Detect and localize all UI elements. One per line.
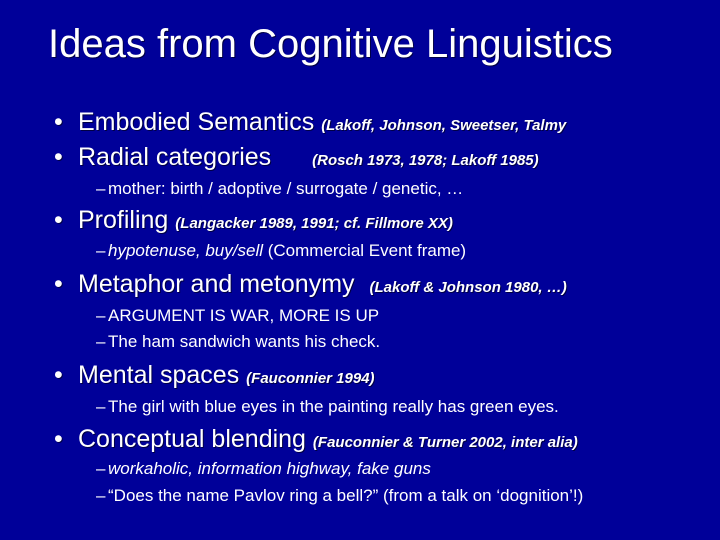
bullet-dot: •	[54, 361, 63, 389]
sub-bullet-text: mother: birth / adoptive / surrogate / genetic, …	[108, 179, 464, 198]
sub-bullet-text: The ham sandwich wants his check.	[108, 332, 381, 351]
sub-dash: –	[96, 459, 106, 478]
sub-dash: –	[96, 332, 106, 351]
sub-bullet-text: (Commercial Event frame)	[263, 241, 467, 260]
bullet-dot: •	[54, 425, 63, 453]
bullet-dot: •	[54, 143, 63, 171]
sub-bullet-italic: workaholic, information highway, fake guns	[108, 459, 431, 478]
citation: (Fauconnier 1994)	[246, 370, 375, 387]
citation: (Fauconnier & Turner 2002, inter alia)	[312, 434, 578, 451]
sub-bullet-italic: hypotenuse, buy/sell	[108, 241, 263, 260]
sub-dash: –	[96, 179, 106, 198]
bullet-label: Profiling	[78, 206, 169, 234]
bullet-dot: •	[54, 108, 63, 136]
sub-dash: –	[96, 241, 106, 260]
citation: (Langacker 1989, 1991; cf. Fillmore XX)	[175, 215, 453, 232]
sub-dash: –	[96, 306, 106, 325]
sub-dash: –	[96, 486, 106, 505]
bullet-label: Radial categories	[78, 143, 272, 171]
bullet-label: Conceptual blending	[78, 425, 306, 453]
sub-bullet-text: “Does the name Pavlov ring a bell?” (from a talk on ‘dognition’!)	[108, 486, 584, 505]
citation: (Lakoff, Johnson, Sweetser, Talmy	[321, 117, 567, 134]
bullet-label: Mental spaces	[78, 361, 240, 389]
bullet-dot: •	[54, 206, 63, 234]
sub-dash: –	[96, 397, 106, 416]
citation: (Rosch 1973, 1978; Lakoff 1985)	[312, 152, 539, 169]
bullet-dot: •	[54, 270, 63, 298]
citation: (Lakoff & Johnson 1980, …)	[369, 279, 567, 296]
sub-bullet-text: The girl with blue eyes in the painting really has green eyes.	[108, 397, 559, 416]
bullet-label: Metaphor and metonymy	[78, 270, 355, 298]
sub-bullet-text: ARGUMENT IS WAR, MORE IS UP	[108, 306, 380, 325]
slide-title: Ideas from Cognitive Linguistics	[48, 22, 613, 66]
bullet-label: Embodied Semantics	[78, 108, 315, 136]
